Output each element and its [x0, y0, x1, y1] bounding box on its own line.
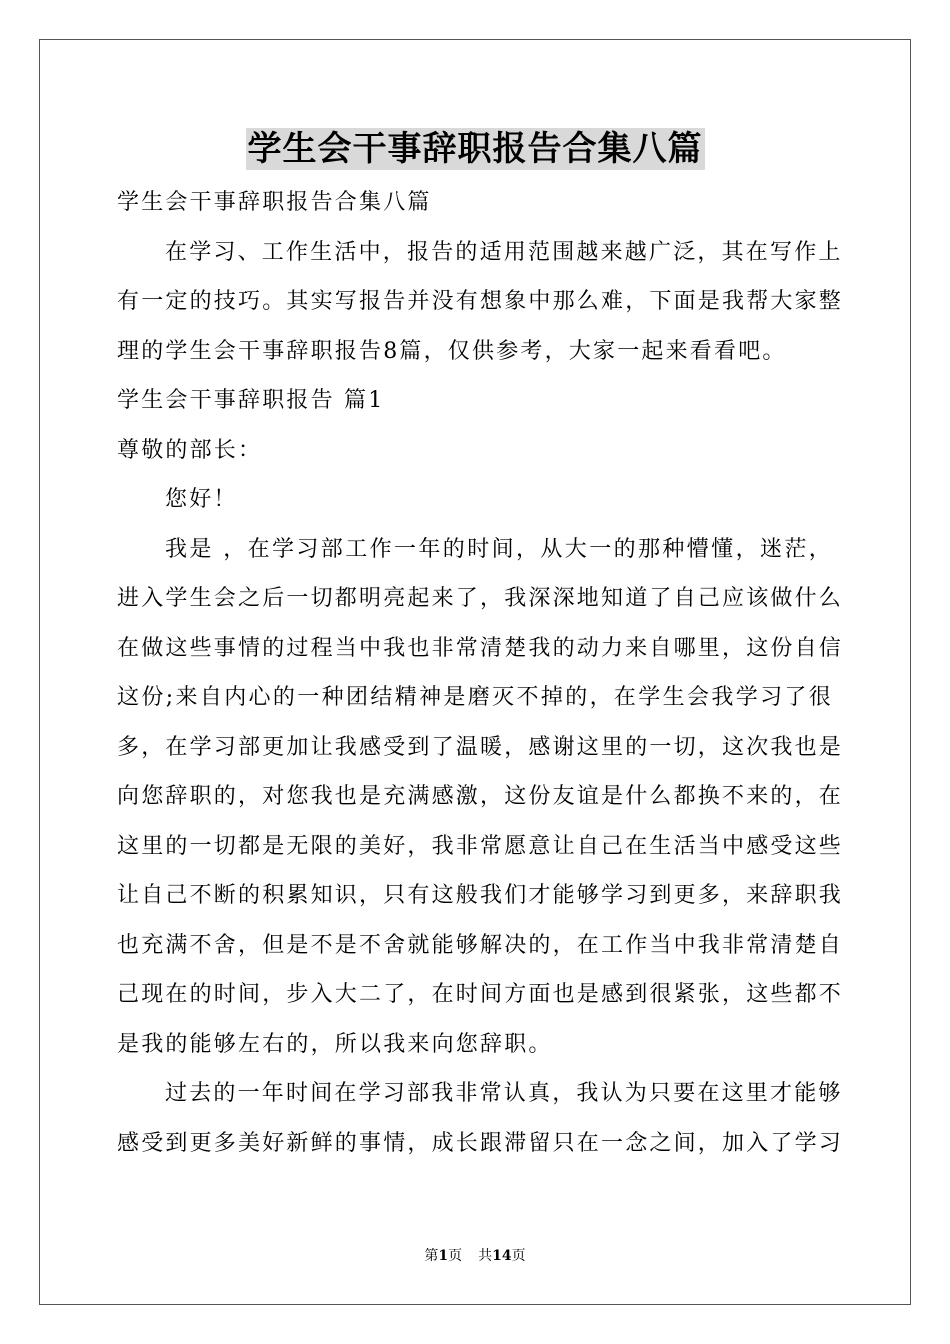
text-line: 在做这些事情的过程当中我也非常清楚我的动力来自哪里，这份自信 [117, 635, 844, 661]
text-line: 尊敬的部长： [117, 437, 263, 463]
text-line: 是我的能够左右的，所以我来向您辞职。 [117, 1031, 553, 1057]
text-line: 感受到更多美好新鲜的事情，成长跟滞留只在一念之间，加入了学习 [117, 1130, 844, 1156]
text-line: 这里的一切都是无限的美好，我非常愿意让自己在生活当中感受这些 [117, 833, 844, 859]
text-line: 我是 ，在学习部工作一年的时间，从大一的那种懵懂，迷茫， [165, 536, 833, 562]
text-line: 这份;来自内心的一种团结精神是磨灭不掉的，在学生会我学习了很 [117, 685, 833, 710]
text-line: 理的学生会干事辞职报告8篇，仅供参考，大家一起来看看吧。 [117, 338, 787, 364]
page-footer [0, 1247, 950, 1265]
page-number: 1 [438, 1248, 449, 1264]
text-line: 也充满不舍，但是不是不舍就能够解决的，在工作当中我非常清楚自 [117, 932, 844, 958]
text-line: 让自己不断的积累知识，只有这般我们才能够学习到更多，来辞职我 [117, 883, 844, 908]
title-container [0, 128, 950, 170]
text-line: 己现在的时间，步入大二了，在时间方面也是感到很紧张，这些都不 [117, 982, 844, 1007]
page-suffix: 页 [448, 1248, 463, 1264]
document-body [117, 178, 844, 1168]
text-line: 进入学生会之后一切都明亮起来了，我深深地知道了自己应该做什么 [117, 586, 844, 611]
text-line: 过去的一年时间在学习部我非常认真，我认为只要在这里才能够 [165, 1081, 843, 1106]
total-prefix: 共 [478, 1248, 493, 1264]
text-line: 向您辞职的，对您我也是充满感激，这份友谊是什么都换不来的，在 [117, 784, 844, 809]
text-line: 学生会干事辞职报告 篇1 [117, 388, 385, 413]
page-prefix: 第 [424, 1248, 439, 1264]
text-line: 您好！ [165, 487, 238, 512]
text-line: 在学习、工作生活中，报告的适用范围越来越广泛，其在写作上 [165, 239, 843, 265]
document-title: 学生会干事辞职报告合集八篇 [247, 129, 703, 169]
total-pages: 14 [492, 1248, 512, 1264]
total-suffix: 页 [511, 1248, 526, 1264]
text-line: 多，在学习部更加让我感受到了温暖，感谢这里的一切，这次我也是 [117, 734, 844, 760]
text-line: 学生会干事辞职报告合集八篇 [117, 190, 432, 215]
text-line: 有一定的技巧。其实写报告并没有想象中那么难，下面是我帮大家整 [117, 289, 844, 314]
